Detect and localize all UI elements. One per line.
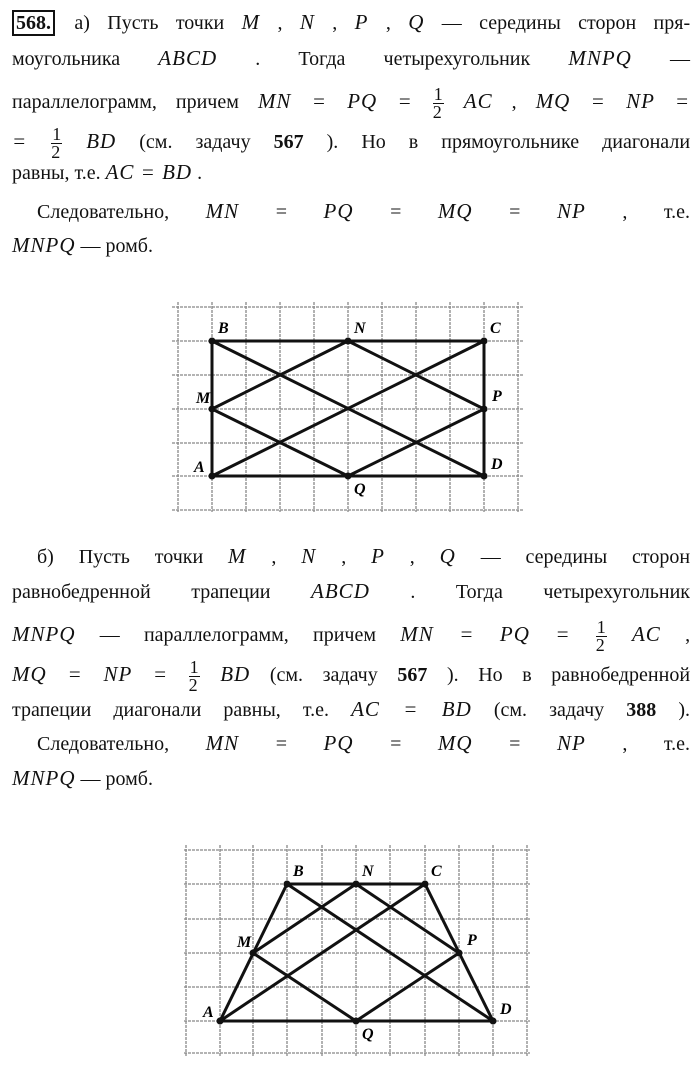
text: , <box>271 546 302 568</box>
text: = <box>390 201 438 223</box>
text: — ромб. <box>80 768 153 790</box>
text: , т.е. <box>622 733 691 755</box>
math: MNPQ <box>568 46 632 70</box>
text: = <box>275 201 324 223</box>
label-D: D <box>491 456 503 473</box>
point-Q <box>345 473 352 480</box>
numerator: 1 <box>433 84 443 104</box>
label-P: P <box>492 388 502 405</box>
text: , <box>511 91 536 114</box>
math: AC <box>631 622 661 647</box>
label-Q: Q <box>354 481 366 498</box>
text: = <box>509 201 557 223</box>
text: параллелограмм, причем <box>12 91 258 114</box>
math: N <box>301 544 317 568</box>
text: (см. задачу <box>269 664 398 687</box>
point-N <box>345 338 352 345</box>
point-B <box>284 881 291 888</box>
numerator: 1 <box>52 124 62 144</box>
math: ABCD <box>311 579 370 603</box>
math: MN <box>205 731 240 755</box>
point-C <box>422 881 429 888</box>
text: — <box>670 48 691 70</box>
text: (см. задачу <box>139 131 274 154</box>
text: = <box>509 733 557 755</box>
math: AC = BD <box>351 697 472 721</box>
math: NP <box>556 199 586 223</box>
point-B <box>209 338 216 345</box>
problem-ref: 567 <box>273 131 304 154</box>
math: N <box>299 10 315 34</box>
point-N <box>353 881 360 888</box>
label-P: P <box>467 932 477 949</box>
math: Q <box>439 544 456 568</box>
label-C: C <box>431 863 442 880</box>
denominator: 2 <box>595 635 605 655</box>
label-D: D <box>500 1001 512 1018</box>
text: . Тогда четырехугольник <box>255 48 569 70</box>
label-M: M <box>196 390 211 407</box>
math: MQ <box>437 199 473 223</box>
point-C <box>481 338 488 345</box>
text: трапеции диагонали равны, т.е. <box>12 699 352 721</box>
text: , т.е. <box>622 201 691 223</box>
text: равны, т.е. <box>12 162 106 184</box>
label-B: B <box>218 320 229 337</box>
text: (см. задачу <box>493 699 627 721</box>
point-D <box>490 1018 497 1025</box>
math: BD <box>220 662 251 687</box>
label-C: C <box>490 320 501 337</box>
text: Следовательно, <box>37 733 206 755</box>
problem-ref: 388 <box>626 699 657 721</box>
point-D <box>481 473 488 480</box>
math: MQ = NP = <box>12 662 169 687</box>
math: MNPQ <box>12 233 76 257</box>
math: MNPQ <box>12 766 76 790</box>
text: , <box>409 546 440 568</box>
problem-ref: 567 <box>397 664 428 687</box>
text: — середины сторон <box>480 546 691 568</box>
text: Следовательно, <box>37 201 206 223</box>
numerator: 1 <box>596 617 606 637</box>
denominator: 2 <box>188 675 198 695</box>
text: — середины сторон пря- <box>441 12 691 34</box>
text: , <box>385 12 409 34</box>
text: — ромб. <box>80 235 153 257</box>
math: MN = PQ = <box>257 89 413 114</box>
label-M: M <box>237 934 252 951</box>
math: AC = BD <box>105 160 193 184</box>
label-A: A <box>203 1004 214 1021</box>
math: BD <box>86 129 117 154</box>
text: ). Но в равнобедренной <box>446 664 691 687</box>
math: M <box>241 10 261 34</box>
label-A: A <box>194 459 205 476</box>
denominator: 2 <box>51 142 61 162</box>
math: NP <box>556 731 586 755</box>
label-N: N <box>362 863 374 880</box>
numerator: 1 <box>189 657 199 677</box>
math: = <box>12 129 28 154</box>
text: . Тогда четырехугольник <box>410 581 691 603</box>
denominator: 2 <box>432 102 442 122</box>
math: PQ <box>323 731 354 755</box>
text: ). Но в прямоугольнике диагонали <box>326 131 691 154</box>
text: моугольника <box>12 48 159 70</box>
text: б) Пусть точки <box>37 546 229 568</box>
text: = <box>390 733 438 755</box>
point-A <box>209 473 216 480</box>
math: M <box>228 544 247 568</box>
label-Q: Q <box>362 1026 374 1043</box>
point-A <box>217 1018 224 1025</box>
text: ). <box>678 699 690 721</box>
math: ABCD <box>158 46 218 70</box>
point-Q <box>353 1018 360 1025</box>
math: P <box>371 544 385 568</box>
point-P <box>481 406 488 413</box>
problem-number: 568. <box>12 10 55 36</box>
text: = <box>275 733 324 755</box>
text: , <box>332 12 355 34</box>
text: , <box>341 546 372 568</box>
math: PQ <box>323 199 354 223</box>
text: — параллелограмм, причем <box>99 624 401 647</box>
math: MNPQ <box>12 622 76 647</box>
text: а) Пусть точки <box>74 12 242 34</box>
math: MN <box>205 199 240 223</box>
math: MQ <box>437 731 473 755</box>
text: , <box>277 12 300 34</box>
math: AC <box>463 89 493 114</box>
text: . <box>197 162 203 184</box>
math: MQ = NP = <box>535 89 691 114</box>
label-N: N <box>354 320 366 337</box>
math: Q <box>408 10 425 34</box>
text: , <box>685 624 691 647</box>
label-B: B <box>293 863 304 880</box>
math: MN = PQ = <box>400 622 571 647</box>
point-P <box>456 950 463 957</box>
text: равнобедренной трапеции <box>12 581 312 603</box>
math: P <box>354 10 369 34</box>
